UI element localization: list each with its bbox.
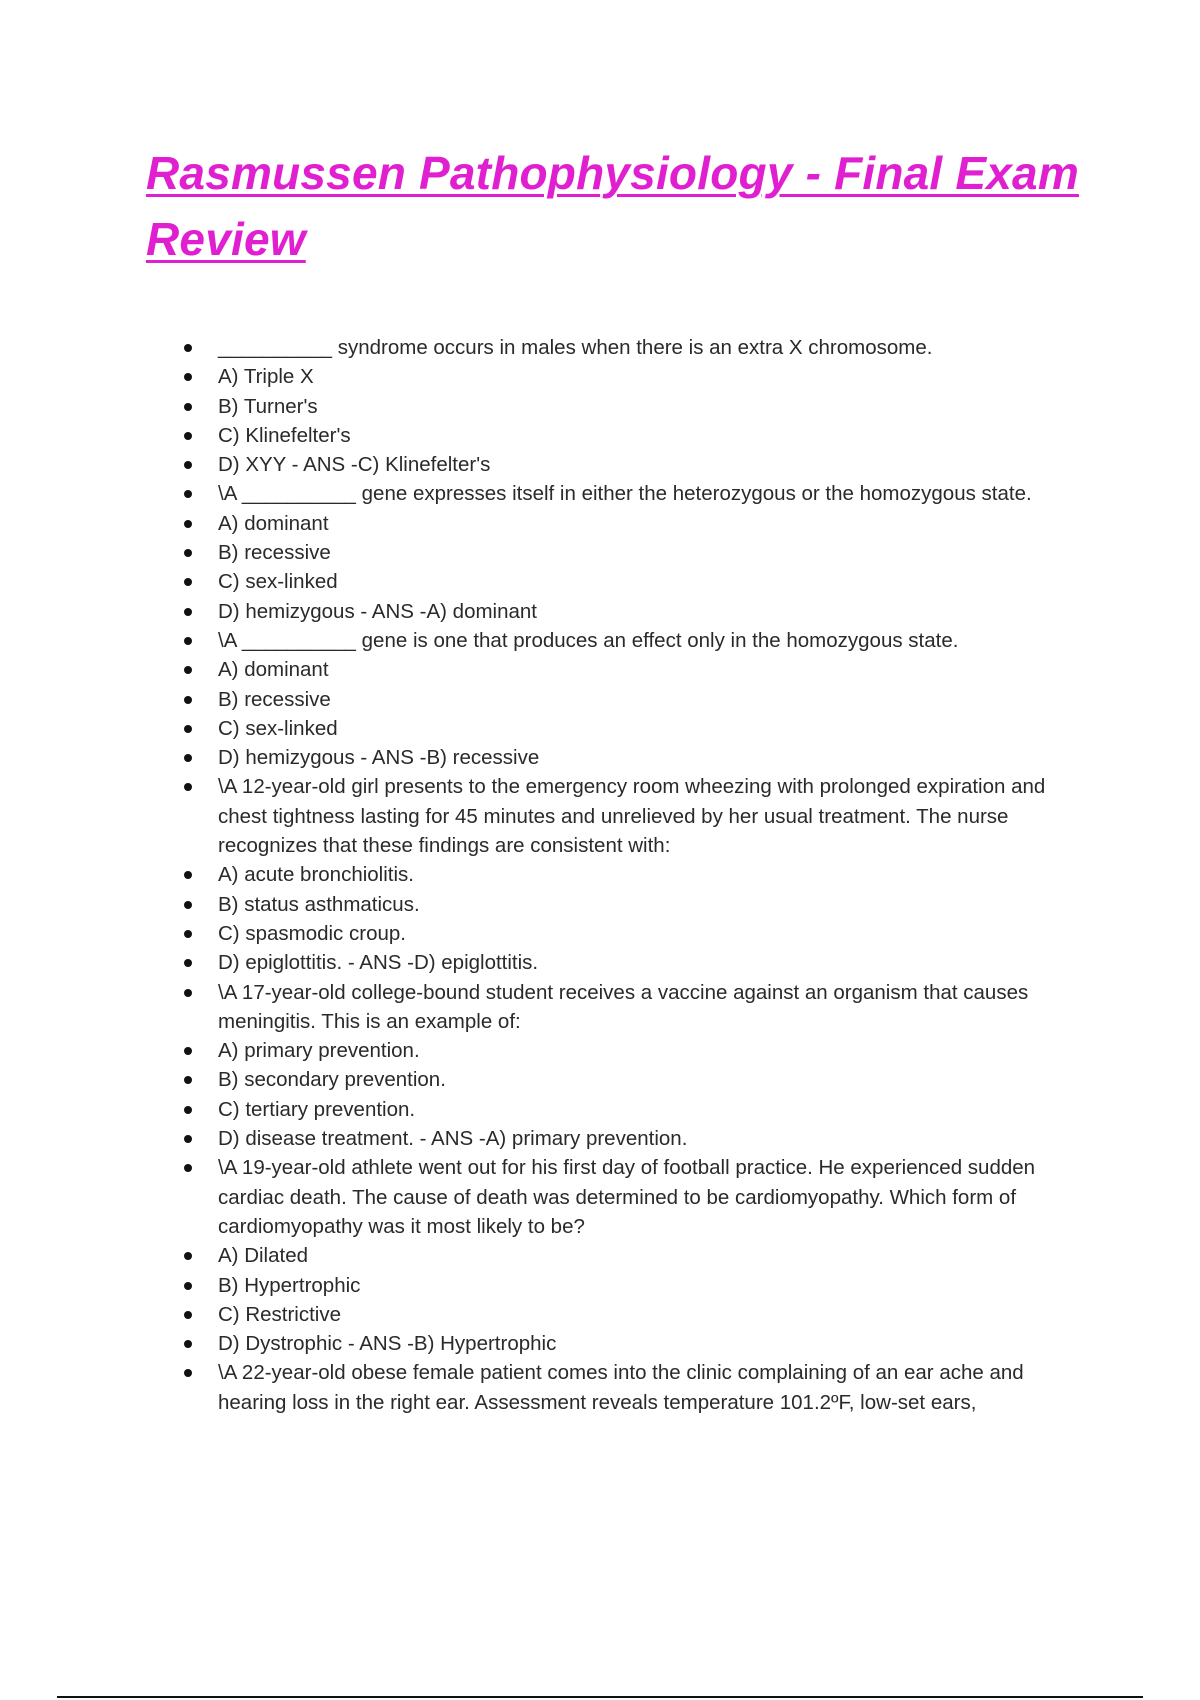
list-item-text: B) Turner's: [218, 394, 318, 418]
bullet-dot-icon: [184, 1311, 192, 1319]
list-item: [0, 421, 1200, 450]
list-item: [0, 1358, 1200, 1417]
list-item-text: \A 22-year-old obese female patient comes into the clinic complaining of an ear ache and hearing loss in the right ear. Assessment reveals temperature 101.2ºF, low-set ears,: [218, 1361, 1024, 1414]
question-list: [0, 333, 1200, 1417]
list-item-text: A) dominant: [218, 511, 329, 535]
bullet-dot-icon: [184, 1252, 192, 1260]
list-item: [0, 714, 1200, 743]
list-item: [0, 948, 1200, 977]
bullet-dot-icon: [184, 432, 192, 440]
list-item-text: \A 17-year-old college-bound student receives a vaccine against an organism that causes meningitis. This is an example of:: [218, 980, 1029, 1033]
list-item-text: D) hemizygous - ANS -B) recessive: [218, 746, 540, 770]
list-item-text: C) Restrictive: [218, 1302, 342, 1326]
list-item: [0, 1300, 1200, 1329]
list-item: [0, 919, 1200, 948]
list-item-text: \A __________ gene expresses itself in either the heterozygous or the homozygous state.: [218, 482, 1032, 506]
list-item: [0, 1241, 1200, 1270]
list-item-text: A) Dilated: [218, 1244, 309, 1268]
bullet-dot-icon: [184, 1369, 192, 1377]
list-item: [0, 743, 1200, 772]
list-item-text: A) dominant: [218, 658, 329, 682]
list-item-text: D) hemizygous - ANS -A) dominant: [218, 599, 538, 623]
list-item-text: B) status asthmaticus.: [218, 892, 420, 916]
list-item: [0, 685, 1200, 714]
bullet-dot-icon: [184, 578, 192, 586]
list-item-text: D) disease treatment. - ANS -A) primary prevention.: [218, 1127, 688, 1151]
bullet-dot-icon: [184, 1282, 192, 1290]
list-item: [0, 626, 1200, 655]
list-item: [0, 479, 1200, 508]
list-item-text: B) Hypertrophic: [218, 1273, 361, 1297]
list-item: [0, 1153, 1200, 1241]
list-item: [0, 1095, 1200, 1124]
list-item-text: C) spasmodic croup.: [218, 921, 406, 945]
list-item-text: A) primary prevention.: [218, 1039, 420, 1063]
list-item-text: \A __________ gene is one that produces an effect only in the homozygous state.: [218, 628, 959, 652]
list-item-text: __________ syndrome occurs in males when there is an extra X chromosome.: [218, 336, 933, 359]
bullet-dot-icon: [184, 520, 192, 528]
bullet-dot-icon: [184, 373, 192, 381]
list-item: [0, 1065, 1200, 1094]
bullet-dot-icon: [184, 1340, 192, 1348]
list-item: [0, 333, 1200, 362]
bullet-dot-icon: [184, 901, 192, 909]
bullet-dot-icon: [184, 783, 192, 791]
list-item: [0, 772, 1200, 860]
list-item: [0, 362, 1200, 391]
list-item: [0, 1124, 1200, 1153]
list-item-text: \A 19-year-old athlete went out for his first day of football practice. He experienced sudden cardiac death. The cause of death was determined to be cardiomyopathy. Which form of cardiomyopathy was it most likely to be?: [218, 1156, 1036, 1238]
list-item: [0, 450, 1200, 479]
list-item: [0, 1271, 1200, 1300]
list-item-text: A) acute bronchiolitis.: [218, 863, 414, 887]
list-item-text: C) sex-linked: [218, 716, 338, 740]
list-item-text: \A 12-year-old girl presents to the emergency room wheezing with prolonged expiration and chest tightness lasting for 45 minutes and unrelieved by her usual treatment. The nurse recognizes that these findings are consistent with:: [218, 775, 1046, 858]
list-item-text: B) recessive: [218, 541, 331, 565]
list-item-text: D) XYY - ANS -C) Klinefelter's: [218, 453, 491, 477]
bullet-dot-icon: [184, 608, 192, 616]
bullet-dot-icon: [184, 637, 192, 645]
bullet-dot-icon: [184, 490, 192, 498]
bullet-dot-icon: [184, 403, 192, 411]
list-item: [0, 597, 1200, 626]
list-item: [0, 1329, 1200, 1358]
bullet-dot-icon: [184, 666, 192, 674]
page-title: Rasmussen Pathophysiology - Final Exam Review: [146, 147, 1079, 265]
bullet-dot-icon: [184, 696, 192, 704]
bullet-dot-icon: [184, 1106, 192, 1114]
list-item: [0, 392, 1200, 421]
list-item: [0, 978, 1200, 1037]
list-item-text: C) Klinefelter's: [218, 423, 351, 447]
list-item-text: D) epiglottitis. - ANS -D) epiglottitis.: [218, 951, 539, 975]
bullet-dot-icon: [184, 549, 192, 557]
list-item: [0, 860, 1200, 889]
list-item: [0, 509, 1200, 538]
bullet-dot-icon: [184, 344, 192, 352]
bullet-dot-icon: [184, 1164, 192, 1172]
list-item-text: C) sex-linked: [218, 570, 338, 594]
list-item-text: C) tertiary prevention.: [218, 1097, 416, 1121]
bullet-dot-icon: [184, 959, 192, 967]
bullet-dot-icon: [184, 461, 192, 469]
list-item-text: A) Triple X: [218, 365, 314, 389]
list-item: [0, 567, 1200, 596]
bullet-dot-icon: [184, 1076, 192, 1084]
bullet-dot-icon: [184, 930, 192, 938]
list-item-text: D) Dystrophic - ANS -B) Hypertrophic: [218, 1332, 557, 1356]
bullet-dot-icon: [184, 989, 192, 997]
list-item: [0, 538, 1200, 567]
bullet-dot-icon: [184, 1047, 192, 1055]
list-item-text: B) secondary prevention.: [218, 1068, 446, 1092]
footer-divider: [57, 1696, 1143, 1698]
bullet-dot-icon: [184, 725, 192, 733]
list-item-text: B) recessive: [218, 687, 331, 711]
list-item: [0, 1036, 1200, 1065]
bullet-dot-icon: [184, 871, 192, 879]
list-item: [0, 890, 1200, 919]
bullet-dot-icon: [184, 754, 192, 762]
list-item: [0, 655, 1200, 684]
bullet-dot-icon: [184, 1135, 192, 1143]
